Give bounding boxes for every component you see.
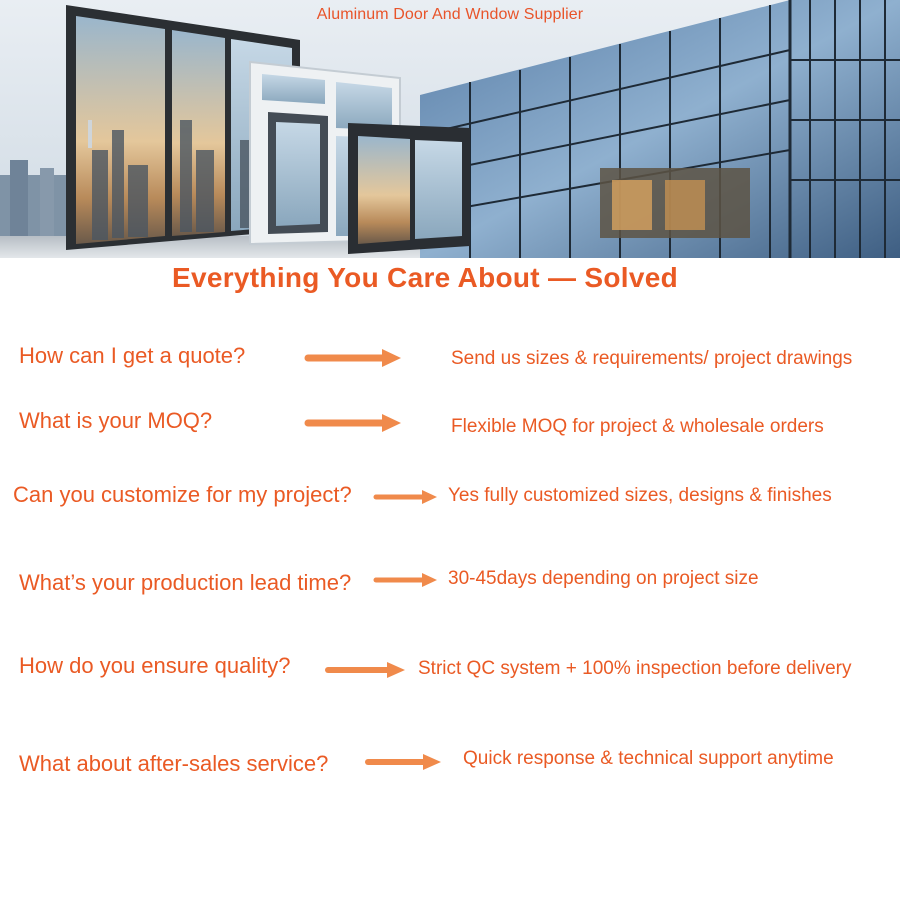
faq-question-quality: How do you ensure quality? bbox=[19, 653, 291, 678]
arrow-right-icon bbox=[306, 412, 402, 434]
faq-question-quote: How can I get a quote? bbox=[19, 343, 246, 368]
banner-caption: Aluminum Door And Wndow Supplier bbox=[316, 6, 584, 23]
hero-banner bbox=[0, 0, 900, 258]
faq-question-customize: Can you customize for my project? bbox=[13, 482, 352, 507]
hero-illustration bbox=[0, 0, 900, 258]
arrow-right-icon bbox=[306, 347, 402, 369]
arrow-right-icon bbox=[366, 752, 442, 772]
faq-answer-lead-time: 30-45days depending on project size bbox=[448, 568, 759, 589]
faq-answer-quote: Send us sizes & requirements/ project drawings bbox=[451, 348, 853, 369]
faq-question-moq: What is your MOQ? bbox=[19, 408, 213, 433]
faq-question-after-sales: What about after-sales service? bbox=[19, 751, 329, 776]
arrow-right-icon bbox=[374, 488, 438, 506]
page-title: Everything You Care About — Solved bbox=[172, 262, 678, 293]
faq-answer-after-sales: Quick response & technical support anytime bbox=[463, 748, 834, 769]
faq-answer-quality: Strict QC system + 100% inspection before delivery bbox=[418, 658, 852, 679]
faq-answer-customize: Yes fully customized sizes, designs & finishes bbox=[448, 485, 832, 506]
faq-question-lead-time: What’s your production lead time? bbox=[19, 570, 352, 595]
arrow-right-icon bbox=[326, 660, 406, 680]
faq-answer-moq: Flexible MOQ for project & wholesale orders bbox=[451, 416, 824, 437]
arrow-right-icon bbox=[374, 571, 438, 589]
